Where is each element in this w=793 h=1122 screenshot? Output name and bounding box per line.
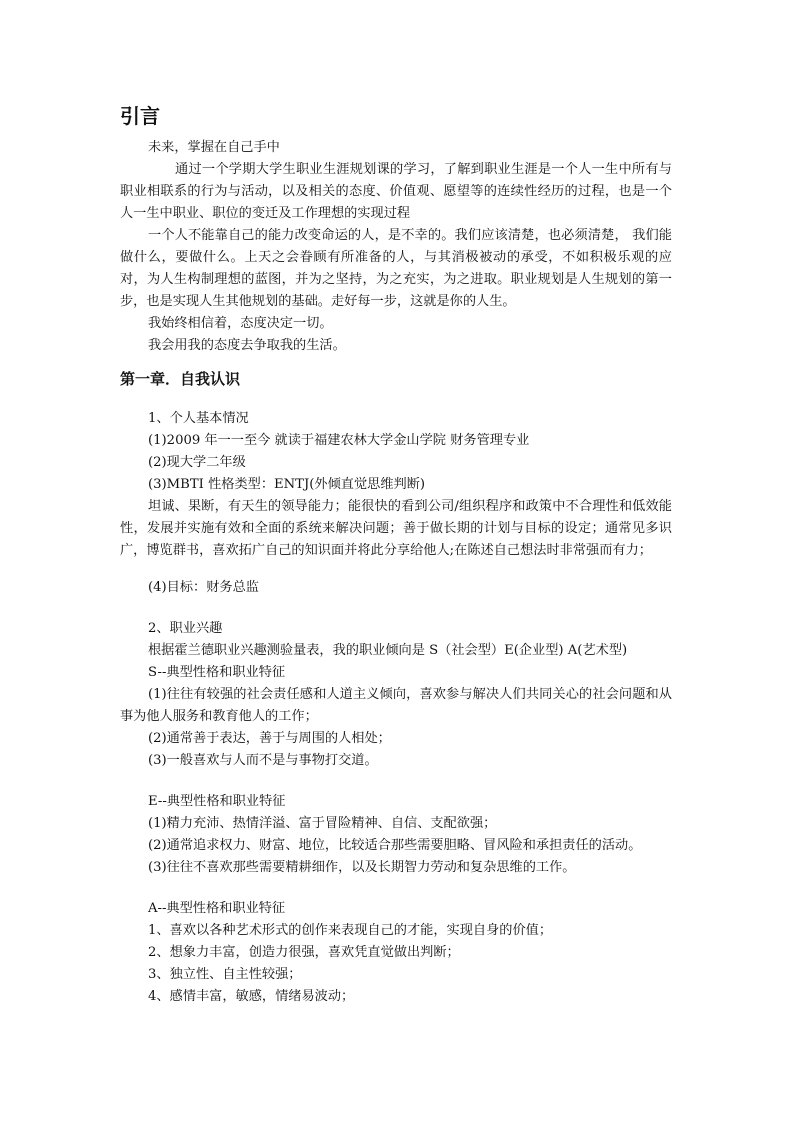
a-type-item-2: 2、想象力丰富，创造力很强，喜欢凭直觉做出判断； — [148, 945, 460, 960]
section1-title: 1、个人基本情况 — [148, 411, 249, 426]
s-type-title: S--典型性格和职业特征 — [148, 665, 286, 680]
a-type-item-1: 1、喜欢以各种艺术形式的创作来表现自己的才能，实现自身的价值； — [148, 923, 553, 938]
s-type-item-1: (1)往往有较强的社会责任感和人道主义倾向，喜欢参与解决人们共同关心的社会问题和从事为他人服务和教育他人的工作； — [120, 687, 672, 724]
section1-item-1: (1)2009 年一一至今 就读于福建农林大学金山学院 财务管理专业 — [148, 433, 530, 448]
e-type-item-3: (3)往往不喜欢那些需要精耕细作，以及长期智力劳动和复杂思维的工作。 — [148, 860, 576, 875]
s-type-item-3: (3)一般喜欢与人而不是与事物打交道。 — [148, 753, 378, 768]
intro-heading: 引言 — [120, 104, 160, 128]
section1-item-4: (4)目标：财务总监 — [148, 580, 259, 595]
e-type-item-1: (1)精力充沛、热情洋溢、富于冒险精神、自信、支配欲强； — [148, 816, 497, 831]
intro-paragraph-1: 通过一个学期大学生职业生涯规划课的学习，了解到职业生涯是一个人一生中所有与职业相联系的行为与活动，以及相关的态度、价值观、愿望等的连续性经历的过程，也是一个人一生中职业、职位的变迁及工作理想的实现过程 — [120, 162, 672, 221]
e-type-item-2: (2)通常追求权力、财富、地位，比较适合那些需要胆略、冒风险和承担责任的活动。 — [148, 838, 642, 853]
section1-item-3: (3)MBTI 性格类型：ENTJ(外倾直觉思维判断) — [148, 477, 426, 492]
a-type-item-3: 3、独立性、自主性较强； — [148, 967, 302, 982]
intro-paragraph-2: 一个人不能靠自己的能力改变命运的人，是不幸的。我们应该清楚，也必须清楚， 我们能做什么，要做什么。上天之会眷顾有所准备的人，与其消极被动的承受，不如积极乐观的应对，为人生构制理想的蓝图，并为之坚持，为之充实，为之进取。职业规划是人生规划的第一步，也是实现人生其他规划的基础。走好每一步，这就是你的人生。 — [120, 228, 672, 309]
a-type-title: A--典型性格和职业特征 — [148, 901, 286, 916]
intro-paragraph-3: 我始终相信着，态度决定一切。 — [148, 316, 333, 331]
section1-description: 坦诚、果断，有天生的领导能力；能很快的看到公司/组织程序和政策中不合理性和低效能性，发展并实施有效和全面的系统来解决问题；善于做长期的计划与目标的设定；通常见多识广，博览群书，喜欢拓广自己的知识面并将此分享给他人;在陈述自己想法时非常强而有力； — [120, 499, 672, 558]
section2-intro: 根据霍兰德职业兴趣测验量表，我的职业倾向是 S（社会型）E(企业型) A(艺术型) — [148, 643, 628, 658]
chapter1-heading: 第一章．自我认识 — [120, 370, 241, 388]
e-type-title: E--典型性格和职业特征 — [148, 794, 286, 809]
intro-subtitle: 未来，掌握在自己手中 — [148, 140, 280, 155]
intro-paragraph-4: 我会用我的态度去争取我的生活。 — [148, 338, 346, 353]
section1-item-2: (2)现大学二年级 — [148, 455, 246, 470]
section2-title: 2、职业兴趣 — [148, 621, 223, 636]
s-type-item-2: (2)通常善于表达，善于与周围的人相处； — [148, 731, 391, 746]
a-type-item-4: 4、感情丰富，敏感，情绪易波动； — [148, 989, 355, 1004]
